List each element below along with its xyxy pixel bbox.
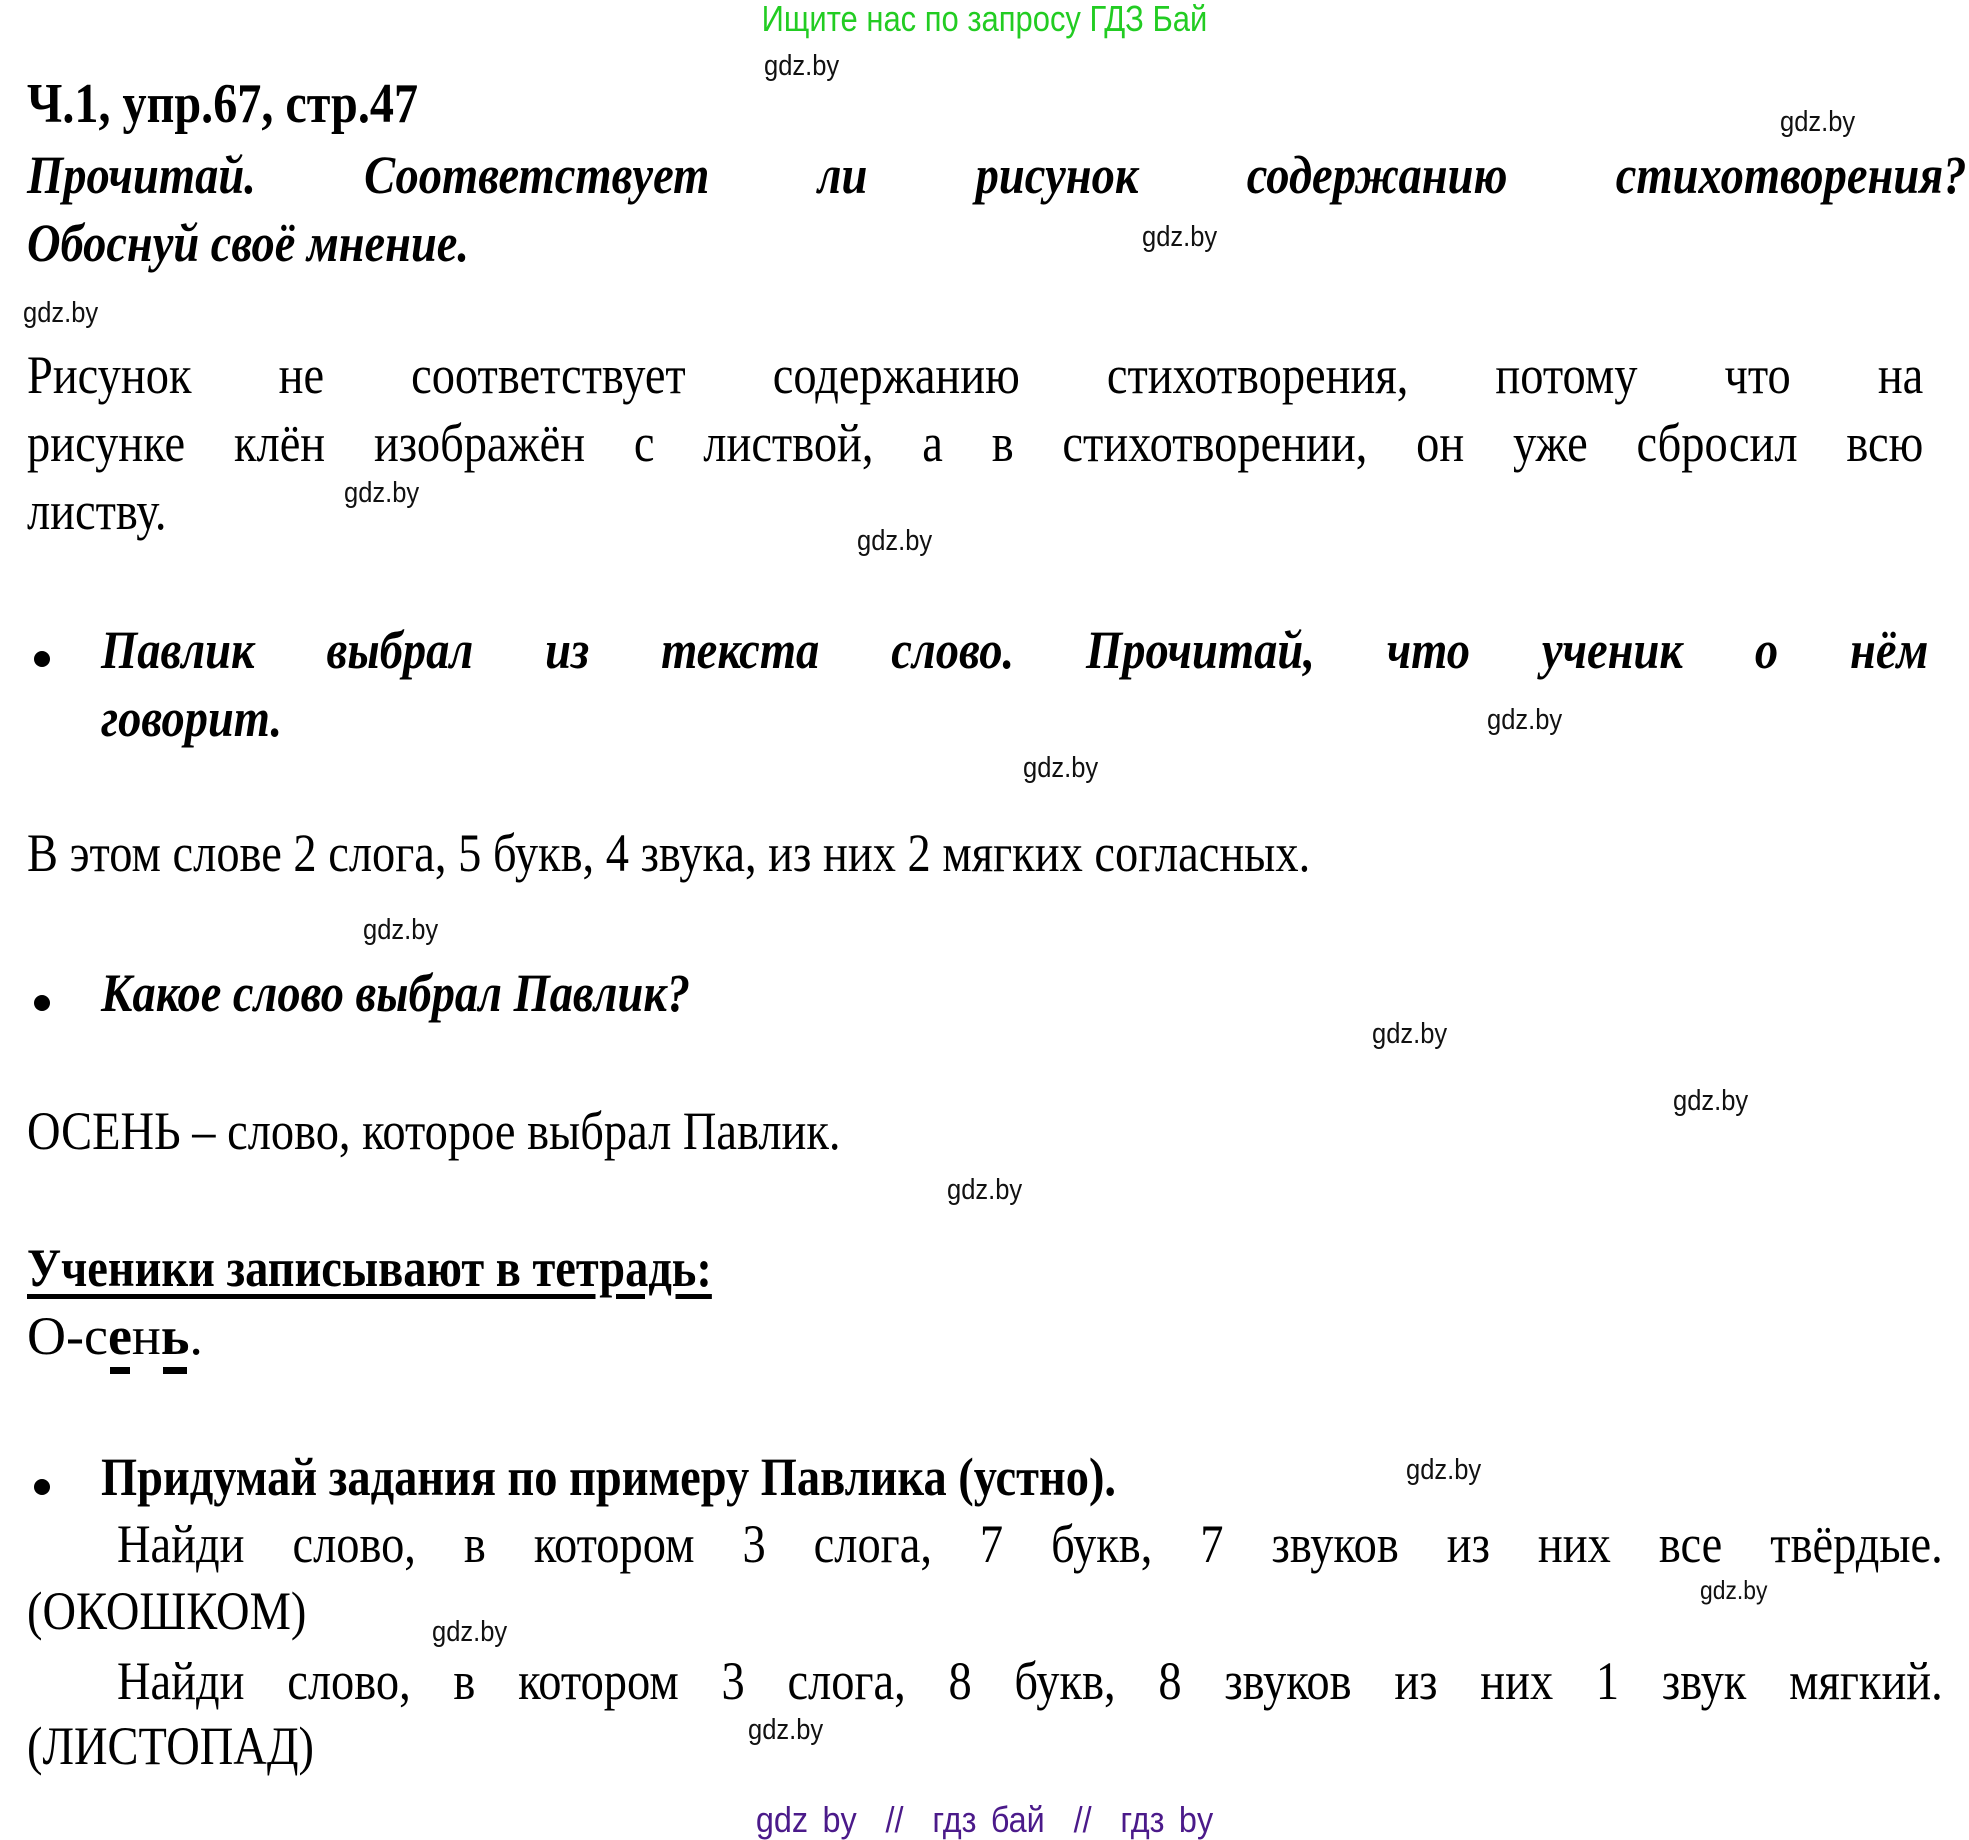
notebook-heading: Ученики записывают в тетрадь:	[27, 1238, 712, 1298]
word-part: н	[131, 1306, 161, 1366]
watermark: gdz.by	[23, 297, 99, 329]
watermark: gdz.by	[363, 914, 439, 946]
watermark: gdz.by	[1780, 106, 1856, 138]
answer-text-1: Рисунок не соответствует содержанию стихотворения, потому что на	[27, 345, 1924, 405]
bullet-1-line-1	[101, 620, 1969, 680]
watermark: gdz.by	[1487, 704, 1563, 736]
footer-links: gdz by // гдз бай // гдз by	[755, 1799, 1214, 1840]
answer-paragraph-line-3: листву.	[27, 481, 167, 541]
notebook-word	[27, 1306, 203, 1366]
watermark: gdz.by	[1372, 1018, 1448, 1050]
watermark: gdz.by	[1406, 1454, 1482, 1486]
watermark: gdz.by	[344, 477, 420, 509]
marked-soft-sign: ь	[160, 1306, 190, 1366]
answer-paragraph-line-2	[27, 413, 1969, 473]
watermark: gdz.by	[432, 1616, 508, 1648]
chosen-word-answer: ОСЕНЬ – слово, которое выбрал Павлик.	[27, 1101, 841, 1161]
example-1-line	[117, 1514, 1969, 1574]
word-part: .	[189, 1306, 203, 1366]
answer-paragraph-line-1	[27, 345, 1969, 405]
bullet-1-text: Павлик выбрал из текста слово. Прочитай, что ученик о нём	[101, 620, 1929, 680]
task-question-line-2: Обоснуй своё мнение.	[27, 213, 469, 273]
task-question-line-1	[27, 145, 1967, 205]
watermark: gdz.by	[1673, 1085, 1749, 1117]
bullet-icon	[34, 995, 50, 1011]
example-1-text: Найди слово, в котором 3 слога, 7 букв, 7 звуков из них все твёрдые.	[117, 1514, 1943, 1574]
watermark: gdz.by	[764, 50, 840, 82]
watermark: gdz.by	[1023, 752, 1099, 784]
page-title: Ч.1, упр.67, стр.47	[27, 73, 419, 135]
bullet-2-question: Какое слово выбрал Павлик?	[101, 963, 691, 1023]
answer-text-2: рисунке клён изображён с листвой, а в стихотворении, он уже сбросил всю	[27, 413, 1924, 473]
search-banner: Ищите нас по запросу ГДЗ Бай	[761, 0, 1208, 39]
watermark: gdz.by	[1700, 1575, 1768, 1605]
example-2-line	[117, 1651, 1969, 1711]
example-1-answer: (ОКОШКОМ)	[27, 1581, 307, 1641]
task-question-text: Прочитай. Соответствует ли рисунок содержанию стихотворения?	[27, 145, 1967, 205]
watermark: gdz.by	[1142, 221, 1218, 253]
watermark: gdz.by	[748, 1714, 824, 1746]
bullet-3-heading: Придумай задания по примеру Павлика (устно).	[101, 1447, 1117, 1507]
example-2-text: Найди слово, в котором 3 слога, 8 букв, 8 звуков из них 1 звук мягкий.	[117, 1651, 1943, 1711]
bullet-icon	[34, 1479, 50, 1495]
word-part: О-с	[27, 1306, 108, 1366]
bullet-icon	[34, 651, 50, 667]
example-2-answer: (ЛИСТОПАД)	[27, 1716, 314, 1776]
syllable-answer: В этом слове 2 слога, 5 букв, 4 звука, из них 2 мягких согласных.	[27, 823, 1311, 883]
watermark: gdz.by	[947, 1174, 1023, 1206]
bullet-1-line-2: говорит.	[101, 688, 283, 748]
watermark: gdz.by	[857, 525, 933, 557]
marked-vowel: е	[107, 1306, 132, 1366]
